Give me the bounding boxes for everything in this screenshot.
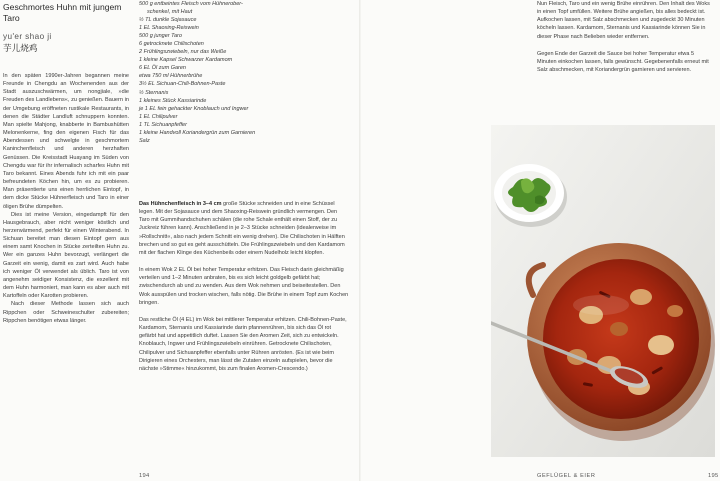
page-number-left: 194 (139, 473, 150, 479)
ingredient-item: ½ TL dunkle Sojasauce (139, 17, 197, 24)
page-number-right: 195 (708, 473, 719, 479)
ingredient-item: Salz (139, 137, 150, 144)
method-step: Das restliche Öl (4 EL) im Wok bei mittlerer Temperatur erhitzen. Chili-Bohnen-Paste, Kardamom, Sternanis und Kassiarinde darin pfannenrühren, bis sich das Öl rot gefärbt hat und appetitlich duftet. Lassen Sie den Aromen Zeit, sich zu entwickeln. Knoblauch, Ingwer und Frühlingszwiebeln einrühren. Getrocknete Chilischoten, Chilipulver und Sichuanpfeffer ebenfalls unter Rühren anrösten. (Es ist wie beim Dirigieren eines Orchesters, man lässt die Zutaten einzeln aufspielen, bevor die nächste »Stimme« hinzukommt, bis zum finalen Aromen-Crescendo.) (139, 316, 347, 372)
ingredient-list (139, 0, 339, 145)
ingredient-item: schenkel, mit Haut (147, 9, 193, 16)
recipe-intro (3, 72, 129, 325)
ingredient-item: 6 EL Öl zum Garen (139, 65, 186, 72)
recipe-pinyin: yu'er shao ji (3, 32, 52, 41)
ingredient-item: 6 getrocknete Chilischoten (139, 41, 204, 48)
ingredient-item: 1 kleine Kapsel Schwarzer Kardamom (139, 57, 233, 64)
method-step-lead: Das Hühnchenfleisch in 3–4 cm (139, 201, 222, 207)
running-head: GEFLÜGEL & EIER (537, 473, 596, 479)
ingredient-item: etwa 750 ml Hühnerbrühe (139, 73, 203, 80)
ingredient-item: 1 TL Sichuanpfeffer (139, 121, 187, 128)
method-steps (139, 200, 349, 382)
ingredient-item: 500 g entbeintes Fleisch vom Hühnerober- (139, 1, 243, 7)
method-step (139, 200, 349, 257)
intro-paragraph: In den späten 1990er-Jahren begannen meine Freunde in Chengdu an Wochenenden aus der Stadt auszuschwärmen, um nongjiale, »die Freuden des Landlebens«, zu genießen. Bauern in der Umgebung eröffneten rustikale Restaurants, in denen die Städter Landluft schnuppern konnten. Man spielte Mahjong, knabberte in Bambushütten Melonenkerne, fing den eigenen Fisch für das Abendessen und schwelgte in geschmortem Kaninchenfleisch und anderen herzhaften Genüssen. Die Kreisstadt Huayang im Süden von Chengdu war für ihr infernalisch scharfes Huhn mit Taro bekannt. Eines Abends fuhr ich mit ein paar befreundeten Köchen hin, um es zu probieren. Man präsentierte uns einen herrlichen Eintopf, in dem dicke Stücke Hühnerfleisch und Taro in einer öligen Brühe dümpelten. (3, 73, 129, 210)
dish-photo (491, 125, 715, 457)
ingredient-item: 1 EL Chilipulver (139, 113, 178, 120)
ingredient-item: ½ Sternanis (139, 89, 169, 96)
page-gutter (359, 0, 361, 481)
ingredient-item: 500 g junger Taro (139, 33, 182, 40)
intro-paragraph: Dies ist meine Version, eingedampft für den Hausgebrauch, aber nicht weniger köstlich und herzerwärmend, perfekt für einen Winterabend. In Sichuan bereitet man diesen Eintopf gern aus einem samt Knochen in Stücke zerteilten Huhn zu. Wer ein ganzes Huhn bevorzugt, verlängert die Garzeit ein wenig, damit es zart wird. Auch habe ich weniger Öl verwendet als üblich. Taro ist von angenehm seidiger Konsistenz, die exzellent mit dem Huhn harmoniert, man kann es aber auch mit Kartoffeln oder Karotten probieren. (3, 211, 129, 300)
ingredient-item: 1 kleine Handvoll Koriandergrün zum Garnieren (139, 129, 256, 136)
ingredient-item: 2 Frühlingszwiebeln, nur das Weiße (139, 49, 227, 56)
recipe-chinese-name: 芋儿烧鸡 (3, 44, 38, 54)
intro-paragraph: Nach dieser Methode lassen sich auch Rippchen oder Schweineschulter zubereiten; Rippchen benötigen etwas länger. (3, 301, 129, 324)
ingredient-item: 1 EL Shaoxing-Reiswein (139, 25, 199, 32)
ingredient-item: 3½ EL Sichuan-Chili-Bohnen-Paste (139, 81, 226, 88)
method-step: Nun Fleisch, Taro und ein wenig Brühe einrühren. Den Inhalt des Woks in einen Topf umfüllen. Weitere Brühe angießen, bis alles bedeckt ist. Aufkochen lassen, mit Salz abschmecken und zugedeckt 30 Minuten köcheln lassen. Kardamom, Sternanis und Kassiarinde können Sie in dieser Phase nach Belieben wieder entfernen. (537, 1, 710, 40)
ingredient-item: je 1 EL fein gehackter Knoblauch und Ingwer (139, 105, 249, 112)
method-step: In einem Wok 2 EL Öl bei hoher Temperatur erhitzen. Das Fleisch darin gleichmäßig verteilen und 1–2 Minuten anbraten, bis es sich leicht goldgelb gefärbt hat; zwischendurch ab und zu wenden. Aus dem Wok nehmen und beiseitestellen. Den Wok ausspülen und trocken wischen, falls nötig. Die Brühe in einem Topf zum Kochen bringen. (139, 267, 349, 306)
method-continued (537, 0, 715, 83)
method-step-text: große Stücke schneiden und in eine Schüssel legen. Mit der Sojasauce und dem Shaoxing-Reiswein gründlich vermengen. Den Taro mit Gummihandschuhen schälen (die rohe Schale enthält einen Stoff, der zu Juckreiz führen kann). Anschließend in je 2–3 Stücke schneiden (idealerweise im »Rollschnitt«, also nach jedem Schnitt ein wenig drehen). Die Chilischoten in Hälften brechen und so gut es geht ausschütteln. Die Frühlingszwiebeln und den Kardamom mit der flachen Klinge des Küchenbeils oder einem Nudelholz leicht klopfen. (139, 201, 345, 256)
recipe-title: Geschmortes Huhn mit jungem Taro (3, 2, 122, 23)
ingredient-item: 1 kleines Stück Kassiarinde (139, 97, 207, 104)
method-step: Gegen Ende der Garzeit die Sauce bei hoher Temperatur etwa 5 Minuten einkochen lassen, falls gewünscht. Gegebenenfalls erneut mit Salz abschmecken, mit Koriandergrün garnieren und servieren. (537, 50, 709, 74)
